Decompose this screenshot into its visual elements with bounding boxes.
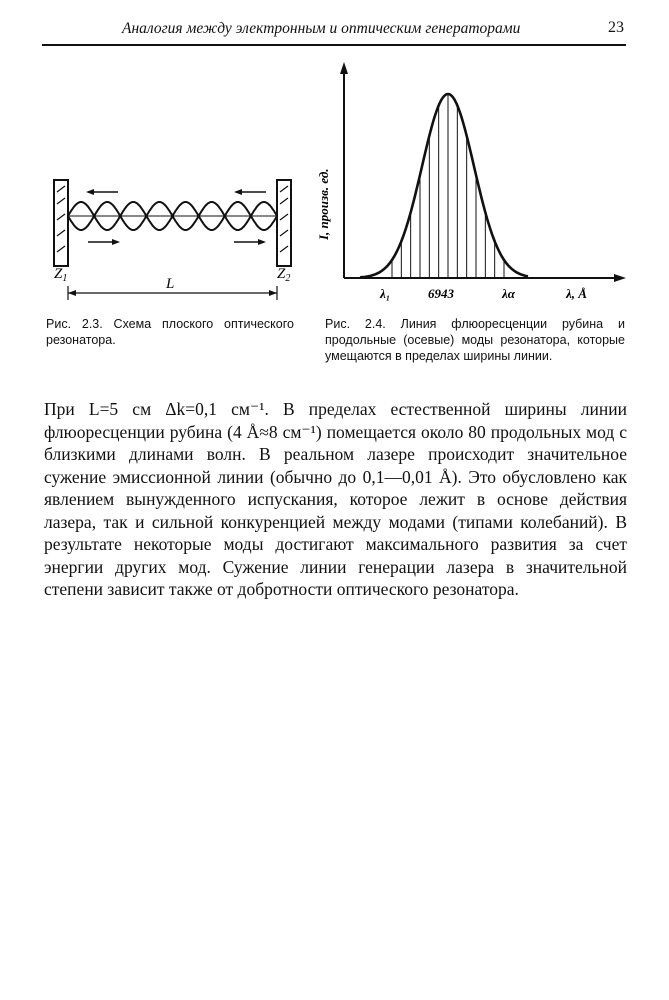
x-axis-label: λ, Å <box>566 286 587 301</box>
figure-2-4-fluorescence-chart <box>300 60 630 310</box>
running-header-title: Аналогия между электронным и оптическим генераторами <box>122 20 521 37</box>
mirror-z2 <box>277 180 291 266</box>
figure-2-3-caption-text: Схема плоского оптического резонатора. <box>46 317 294 347</box>
figure-2-3-caption <box>46 316 294 348</box>
figure-2-3-caption-label: Рис. 2.3. <box>46 317 103 331</box>
x-axis-arrow <box>614 274 626 282</box>
figure-2-4-caption-label: Рис. 2.4. <box>325 317 386 331</box>
label-z2: $Z_2$ <box>277 266 291 284</box>
y-axis-label: I, произв. ед. <box>316 168 331 240</box>
fluorescence-curve <box>360 94 528 277</box>
label-z1: $Z_1$ <box>54 266 68 284</box>
label-L: L <box>166 276 175 292</box>
arrow-right-1 <box>88 239 120 245</box>
arrow-right-2 <box>234 239 266 245</box>
x-tick-6943: 6943 <box>428 286 454 301</box>
arrow-left-1 <box>86 189 118 195</box>
mode-lines-group <box>392 95 504 278</box>
x-tick-lambda1: λ₁ <box>380 286 391 301</box>
figure-2-4-caption-text: Линия флюоресценции рубина и продольные (осевые) моды резонатора, которые умещаются в пределах ширины линии. <box>325 317 625 363</box>
page-number: 23 <box>608 19 624 36</box>
figure-2-3-resonator-diagram <box>40 150 300 310</box>
figure-2-4-caption <box>325 316 625 364</box>
y-axis-arrow <box>340 62 348 74</box>
arrow-left-2 <box>234 189 266 195</box>
mirror-z1 <box>54 180 68 266</box>
body-paragraph: При L=5 см Δk=0,1 см⁻¹. В пределах естественной ширины линии флюоресценции рубина (4 Å≈8 см⁻¹) помещается около 80 продольных мод с близкими длинами волн. В реальном лазере происходит значительное сужение эмиссионной линии (обычно до 0,1—0,01 Å). Это обусловлено как явлением вынужденного испускания, которое лежит в основе действия лазера, так и сильной конкуренцией между модами (типами колебаний). В результате некоторые моды достигают максимального развития за счет энергии других мод. Сужение линии генерации лазера в значительной степени зависит также от добротности оптического резонатора. <box>44 399 627 599</box>
x-tick-lambda-alpha: λα <box>502 286 515 301</box>
running-header <box>42 18 626 46</box>
body-text <box>44 398 627 601</box>
